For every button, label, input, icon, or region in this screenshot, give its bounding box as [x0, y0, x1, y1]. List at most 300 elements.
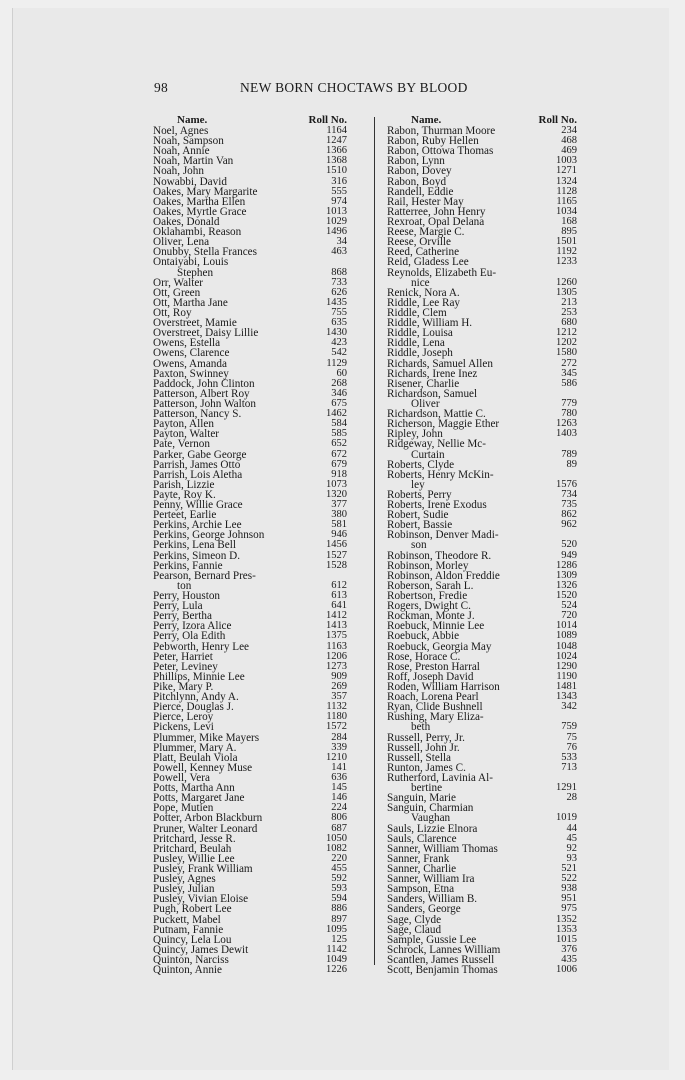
entry-name: Peter, Harriet: [153, 650, 213, 663]
entry-roll-number: 974: [331, 195, 347, 207]
entry-name: Scott, Benjamin Thomas: [387, 964, 498, 977]
entry-roll-number: 45: [566, 832, 577, 844]
entry-roll-number: 720: [561, 610, 577, 622]
entry-name: Sanner, William Thomas: [387, 842, 498, 855]
roll-heading: Roll No.: [538, 114, 577, 126]
left-roll-list: [153, 126, 347, 975]
entry-roll-number: 1326: [556, 579, 577, 591]
entry-name: Ott, Green: [153, 286, 201, 299]
entry-roll-number: 520: [561, 539, 577, 551]
entry-roll-number: 1073: [326, 478, 347, 490]
entry-roll-number: 755: [331, 306, 347, 318]
entry-roll-number: 949: [561, 549, 577, 561]
entry-roll-number: 951: [561, 893, 577, 905]
entry-name: Oliver: [411, 397, 440, 410]
entry-roll-number: 1366: [326, 145, 347, 157]
entry-roll-number: 1082: [326, 842, 347, 854]
entry-roll-number: 946: [331, 529, 347, 541]
entry-name: Richards, Samuel Allen: [387, 357, 493, 370]
entry-roll-number: 1572: [326, 721, 347, 733]
entry-roll-number: 346: [331, 387, 347, 399]
entry-roll-number: 1273: [326, 660, 347, 672]
entry-name: Overstreet, Daisy Lillie: [153, 327, 259, 340]
entry-roll-number: 1528: [326, 559, 347, 571]
entry-roll-number: 272: [561, 357, 577, 369]
entry-roll-number: 1006: [556, 964, 577, 976]
entry-roll-number: 1501: [556, 236, 577, 248]
entry-roll-number: 463: [331, 246, 347, 258]
entry-name: Sanguin, Charmian: [387, 802, 474, 815]
entry-roll-number: 962: [561, 519, 577, 531]
entry-name: Reese, Orville: [387, 236, 451, 249]
entry-roll-number: 1180: [326, 711, 347, 723]
entry-name: Pierce, Douglas J.: [153, 701, 234, 714]
list-item: [153, 257, 347, 267]
entry-roll-number: 284: [331, 731, 347, 743]
entry-roll-number: 713: [561, 761, 577, 773]
entry-roll-number: 93: [566, 852, 577, 864]
entry-roll-number: 141: [331, 761, 347, 773]
entry-name: Pickens, Levi: [153, 721, 214, 734]
entry-name: Ratterree, John Henry: [387, 205, 486, 218]
entry-name: Curtain: [411, 448, 445, 461]
entry-name: Pusley, Agnes: [153, 873, 216, 886]
entry-roll-number: 1430: [326, 327, 347, 339]
entry-name: Sauls, Lizzie Elnora: [387, 822, 478, 835]
entry-roll-number: 524: [561, 600, 577, 612]
entry-name: Rose, Preston Harral: [387, 660, 480, 673]
entry-name: Runton, James C.: [387, 761, 466, 774]
entry-name: Oliver, Lena: [153, 236, 210, 249]
entry-name: Pierce, Leroy: [153, 711, 214, 724]
entry-name: Sauls, Clarence: [387, 832, 457, 845]
entry-roll-number: 357: [331, 691, 347, 703]
entry-roll-number: 1132: [326, 701, 347, 713]
entry-name: Schrock, Lannes William: [387, 943, 501, 956]
entry-name: Patterson, Albert Roy: [153, 387, 250, 400]
list-item: [153, 348, 347, 358]
entry-roll-number: 1029: [326, 215, 347, 227]
entry-roll-number: 592: [331, 873, 347, 885]
entry-name: Ott, Roy: [153, 306, 192, 319]
entry-roll-number: 1210: [326, 751, 347, 763]
entry-name: Sage, Clyde: [387, 913, 442, 926]
entry-roll-number: 1202: [556, 337, 577, 349]
entry-roll-number: 1481: [556, 681, 577, 693]
entry-roll-number: 1128: [556, 185, 577, 197]
left-column: [153, 114, 347, 975]
entry-roll-number: 895: [561, 226, 577, 238]
entry-name: Roach, Lorena Pearl: [387, 691, 479, 704]
entry-name: Plummer, Mary A.: [153, 741, 237, 754]
entry-roll-number: 581: [331, 519, 347, 531]
entry-roll-number: 1290: [556, 660, 577, 672]
entry-name: Owens, Amanda: [153, 357, 227, 370]
entry-roll-number: 1527: [326, 549, 347, 561]
entry-name: Rabon, Dovey: [387, 165, 452, 178]
entry-name: Rose, Horace C.: [387, 650, 461, 663]
entry-roll-number: 60: [336, 367, 347, 379]
entry-name: Roberson, Sarah L.: [387, 579, 474, 592]
entry-roll-number: 1375: [326, 630, 347, 642]
entry-roll-number: 680: [561, 317, 577, 329]
entry-name: Rabon, Boyd: [387, 175, 447, 188]
entry-roll-number: 125: [331, 933, 347, 945]
entry-name: Rail, Hester May: [387, 195, 464, 208]
entry-roll-number: 376: [561, 943, 577, 955]
entry-name: Sampson, Etna: [387, 883, 455, 896]
entry-roll-number: 1034: [556, 205, 577, 217]
entry-name: Rabon, Thurman Moore: [387, 125, 496, 137]
entry-name: Robert, Bassie: [387, 519, 453, 532]
entry-name: Riddle, Clem: [387, 306, 447, 319]
list-item: [387, 257, 577, 267]
entry-roll-number: 1192: [556, 246, 577, 258]
entry-roll-number: 1089: [556, 630, 577, 642]
entry-name: Pusley, Willie Lee: [153, 852, 235, 865]
entry-name: Riddle, Lee Ray: [387, 296, 461, 309]
entry-roll-number: 675: [331, 397, 347, 409]
entry-roll-number: 1412: [326, 610, 347, 622]
entry-roll-number: 975: [561, 903, 577, 915]
entry-name: Pope, Mutien: [153, 802, 214, 815]
entry-roll-number: 586: [561, 377, 577, 389]
entry-name: Plummer, Mike Mayers: [153, 731, 260, 744]
entry-roll-number: 423: [331, 337, 347, 349]
entry-name: Sanner, William Ira: [387, 873, 475, 886]
entry-name: Reese, Margie C.: [387, 226, 465, 239]
entry-name: Parrish, James Otto: [153, 458, 241, 471]
entry-name: Quincy, James Dewit: [153, 943, 249, 956]
entry-name: Patterson, John Walton: [153, 397, 256, 410]
entry-roll-number: 687: [331, 822, 347, 834]
entry-roll-number: 1142: [326, 943, 347, 955]
entry-name: Richardson, Mattie C.: [387, 408, 486, 421]
entry-roll-number: 613: [331, 590, 347, 602]
entry-roll-number: 1576: [556, 478, 577, 490]
entry-name: Ripley, John: [387, 428, 443, 441]
entry-roll-number: 1164: [326, 125, 347, 136]
entry-name: Sanders, William B.: [387, 893, 478, 906]
entry-name: Roberts, Clyde: [387, 458, 455, 471]
entry-roll-number: 779: [561, 397, 577, 409]
entry-name: son: [411, 539, 427, 552]
entry-roll-number: 636: [331, 772, 347, 783]
entry-name: Robinson, Theodore R.: [387, 549, 492, 562]
entry-roll-number: 1212: [556, 327, 577, 339]
entry-roll-number: 886: [331, 903, 347, 915]
entry-roll-number: 938: [561, 883, 577, 895]
entry-name: nice: [411, 276, 430, 289]
entry-roll-number: 734: [561, 488, 577, 500]
entry-name: Pike, Mary P.: [153, 681, 214, 694]
entry-name: Parish, Lizzie: [153, 478, 215, 491]
entry-roll-number: 89: [566, 458, 577, 470]
entry-roll-number: 584: [331, 418, 347, 430]
entry-name: Putnam, Fannie: [153, 923, 224, 936]
list-item: [387, 965, 577, 975]
entry-roll-number: 1247: [326, 135, 347, 147]
page-header: [154, 80, 574, 98]
entry-name: Onubby, Stella Frances: [153, 246, 257, 259]
entry-roll-number: 220: [331, 852, 347, 864]
entry-name: Roff, Joseph David: [387, 670, 474, 683]
entry-name: Riddle, Lena: [387, 337, 445, 350]
entry-roll-number: 1233: [556, 256, 577, 268]
entry-name: Perkins, Fannie: [153, 559, 223, 572]
entry-roll-number: 342: [561, 701, 577, 713]
entry-name: bertine: [411, 782, 443, 795]
entry-name: Pate, Vernon: [153, 438, 210, 451]
entry-name: Ott, Martha Jane: [153, 296, 228, 309]
entry-roll-number: 1049: [326, 953, 347, 965]
entry-name: Noah, Sampson: [153, 135, 224, 148]
entry-name: Sanner, Frank: [387, 852, 450, 865]
entry-roll-number: 1190: [556, 670, 577, 682]
entry-roll-number: 28: [566, 792, 577, 804]
entry-name: Pritchard, Jesse R.: [153, 832, 236, 845]
entry-name: Ontaiyabi, Louis: [153, 256, 229, 269]
roll-heading: Roll No.: [308, 114, 347, 126]
entry-roll-number: 1309: [556, 569, 577, 581]
entry-roll-number: 641: [331, 600, 347, 612]
entry-roll-number: 253: [561, 306, 577, 318]
entry-name: Rushing, Mary Eliza-: [387, 711, 484, 724]
entry-name: Payte, Roy K.: [153, 488, 216, 501]
entry-roll-number: 897: [331, 913, 347, 925]
entry-name: Potts, Martha Ann: [153, 782, 235, 795]
entry-roll-number: 1015: [556, 933, 577, 945]
entry-roll-number: 168: [561, 215, 577, 227]
entry-roll-number: 652: [331, 438, 347, 450]
entry-roll-number: 75: [566, 731, 577, 743]
entry-roll-number: 1580: [556, 347, 577, 359]
entry-roll-number: 269: [331, 681, 347, 693]
entry-name: Robert, Sudie: [387, 509, 449, 522]
entry-name: Sage, Claud: [387, 923, 442, 936]
entry-roll-number: 234: [561, 125, 577, 136]
entry-name: Perry, Bertha: [153, 610, 212, 623]
entry-name: Pitchlynn, Andy A.: [153, 691, 239, 704]
entry-name: Richerson, Maggie Ether: [387, 418, 500, 431]
entry-roll-number: 789: [561, 448, 577, 460]
entry-name: Oakes, Martha Ellen: [153, 195, 246, 208]
entry-name: Scantlen, James Russell: [387, 953, 495, 966]
entry-roll-number: 1048: [556, 640, 577, 652]
entry-roll-number: 1286: [556, 559, 577, 571]
entry-roll-number: 146: [331, 792, 347, 804]
entry-roll-number: 1050: [326, 832, 347, 844]
entry-roll-number: 1013: [326, 205, 347, 217]
entry-name: Robinson, Morley: [387, 559, 469, 572]
entry-name: Quinton, Narciss: [153, 953, 229, 966]
entry-name: Orr, Walter: [153, 276, 204, 289]
entry-roll-number: 612: [331, 579, 347, 591]
entry-roll-number: 862: [561, 509, 577, 521]
entry-roll-number: 635: [331, 317, 347, 329]
entry-name: Russell, Stella: [387, 751, 452, 764]
entry-roll-number: 626: [331, 286, 347, 298]
entry-name: Russell, John Jr.: [387, 741, 460, 754]
entry-name: Owens, Estella: [153, 337, 221, 350]
entry-roll-number: 1206: [326, 650, 347, 662]
entry-roll-number: 521: [561, 862, 577, 874]
entry-roll-number: 1095: [326, 923, 347, 935]
entry-roll-number: 555: [331, 185, 347, 197]
entry-roll-number: 1019: [556, 812, 577, 824]
entry-roll-number: 1353: [556, 923, 577, 935]
entry-roll-number: 1462: [326, 408, 347, 420]
entry-roll-number: 268: [331, 377, 347, 389]
entry-roll-number: 1263: [556, 418, 577, 430]
entry-roll-number: 1129: [326, 357, 347, 369]
entry-roll-number: 1291: [556, 782, 577, 794]
entry-roll-number: 1352: [556, 913, 577, 925]
entry-name: Owens, Clarence: [153, 347, 230, 360]
entry-name: Oakes, Myrtle Grace: [153, 205, 247, 218]
entry-name: Perry, Lula: [153, 600, 203, 613]
entry-name: Perry, Izora Alice: [153, 620, 232, 633]
entry-roll-number: 76: [566, 741, 577, 753]
entry-name: Oakes, Mary Margarite: [153, 185, 258, 198]
entry-name: Risener, Charlie: [387, 377, 460, 390]
entry-roll-number: 909: [331, 670, 347, 682]
entry-name: Parker, Gabe George: [153, 448, 247, 461]
name-heading: Name.: [177, 114, 208, 126]
entry-roll-number: 1305: [556, 286, 577, 298]
entry-roll-number: 455: [331, 862, 347, 874]
entry-roll-number: 1496: [326, 226, 347, 238]
entry-name: Penny, Willie Grace: [153, 499, 243, 512]
entry-name: Noel, Agnes: [153, 125, 209, 137]
entry-name: Pusley, Julian: [153, 883, 215, 896]
right-column: [387, 114, 577, 975]
entry-name: Riddle, William H.: [387, 317, 473, 330]
entry-name: Richardson, Samuel: [387, 387, 478, 400]
entry-name: Roden, William Harrison: [387, 681, 500, 694]
entry-name: Sanner, Charlie: [387, 862, 457, 875]
entry-name: Reynolds, Elizabeth Eu-: [387, 266, 497, 279]
entry-roll-number: 806: [331, 812, 347, 824]
entry-roll-number: 533: [561, 751, 577, 763]
entry-name: Perkins, Simeon D.: [153, 549, 241, 562]
entry-name: Robinson, Denver Madi-: [387, 529, 499, 542]
entry-name: Reed, Catherine: [387, 246, 460, 259]
entry-roll-number: 1324: [556, 175, 577, 187]
list-item: [153, 439, 347, 449]
entry-name: Pearson, Bernard Pres-: [153, 569, 256, 582]
entry-roll-number: 469: [561, 145, 577, 157]
entry-name: Paddock, John Clinton: [153, 377, 255, 390]
entry-name: Vaughan: [411, 812, 451, 825]
entry-roll-number: 1014: [556, 620, 577, 632]
entry-name: Parrish, Lois Aletha: [153, 468, 243, 481]
entry-roll-number: 1368: [326, 155, 347, 167]
entry-roll-number: 918: [331, 468, 347, 480]
entry-name: Noah, Annie: [153, 145, 210, 158]
entry-name: Nowabbi, David: [153, 175, 227, 188]
entry-name: Perkins, Archie Lee: [153, 519, 242, 532]
entry-roll-number: 1165: [556, 195, 577, 207]
entry-roll-number: 316: [331, 175, 347, 187]
entry-name: Perkins, George Johnson: [153, 529, 265, 542]
entry-name: Randell, Eddie: [387, 185, 454, 198]
entry-name: Overstreet, Mamie: [153, 317, 237, 330]
entry-roll-number: 1226: [326, 964, 347, 976]
entry-name: Pusley, Frank William: [153, 862, 253, 875]
entry-name: Reid, Gladess Lee: [387, 256, 469, 269]
entry-name: Rutherford, Lavinia Al-: [387, 772, 493, 784]
entry-roll-number: 593: [331, 883, 347, 895]
entry-roll-number: 377: [331, 499, 347, 511]
entry-name: Robinson, Aldon Freddie: [387, 569, 500, 582]
entry-name: ley: [411, 478, 425, 491]
entry-name: Pritchard, Beulah: [153, 842, 232, 855]
entry-name: Perkins, Lena Bell: [153, 539, 236, 552]
entry-name: Perry, Houston: [153, 590, 221, 603]
list-item: [387, 904, 577, 914]
entry-roll-number: 213: [561, 296, 577, 308]
entry-name: Roebuck, Abbie: [387, 630, 460, 643]
entry-roll-number: 345: [561, 367, 577, 379]
entry-name: Patterson, Nancy S.: [153, 408, 242, 421]
entry-name: Sanguin, Marie: [387, 792, 456, 805]
entry-name: Pugh, Robert Lee: [153, 903, 232, 916]
entry-roll-number: 542: [331, 347, 347, 359]
entry-roll-number: 1520: [556, 590, 577, 602]
entry-roll-number: 1271: [556, 165, 577, 177]
entry-roll-number: 92: [566, 842, 577, 854]
entry-name: Quinton, Annie: [153, 964, 222, 977]
entry-name: Rabon, Ottowa Thomas: [387, 145, 494, 158]
entry-name: Payton, Walter: [153, 428, 220, 441]
entry-name: Noah, John: [153, 165, 204, 178]
entry-name: Roberts, Henry McKin-: [387, 468, 494, 481]
entry-roll-number: 44: [566, 822, 577, 834]
entry-name: Roebuck, Minnie Lee: [387, 620, 485, 633]
entry-name: Perry, Ola Edith: [153, 630, 226, 643]
entry-name: Pusley, Vivian Eloise: [153, 893, 249, 906]
entry-name: Noah, Martin Van: [153, 155, 234, 168]
entry-roll-number: 1403: [556, 428, 577, 440]
entry-roll-number: 339: [331, 741, 347, 753]
entry-roll-number: 868: [331, 266, 347, 278]
entry-roll-number: 380: [331, 509, 347, 521]
entry-name: Richards, Irene Inez: [387, 367, 478, 380]
entry-name: Robertson, Fredie: [387, 590, 468, 603]
entry-name: Powell, Vera: [153, 772, 210, 784]
entry-roll-number: 672: [331, 448, 347, 460]
entry-name: Peter, Leviney: [153, 660, 218, 673]
entry-name: Rexroat, Opal Delana: [387, 215, 485, 228]
entry-roll-number: 585: [331, 428, 347, 440]
entry-name: Pruner, Walter Leonard: [153, 822, 258, 835]
entry-name: Russell, Perry, Jr.: [387, 731, 465, 744]
entry-name: Rabon, Lynn: [387, 155, 445, 168]
entry-name: Roebuck, Georgia May: [387, 640, 492, 653]
entry-name: Puckett, Mabel: [153, 913, 221, 926]
entry-roll-number: 733: [331, 276, 347, 288]
entry-name: Potter, Arbon Blackburn: [153, 812, 263, 825]
entry-roll-number: 679: [331, 458, 347, 470]
entry-roll-number: 1003: [556, 155, 577, 167]
entry-name: Perteet, Earlie: [153, 509, 217, 522]
entry-roll-number: 1413: [326, 620, 347, 632]
entry-name: ton: [177, 579, 192, 592]
list-item: [387, 439, 577, 449]
entry-roll-number: 1435: [326, 296, 347, 308]
entry-name: Ryan, Clide Bushnell: [387, 701, 483, 714]
